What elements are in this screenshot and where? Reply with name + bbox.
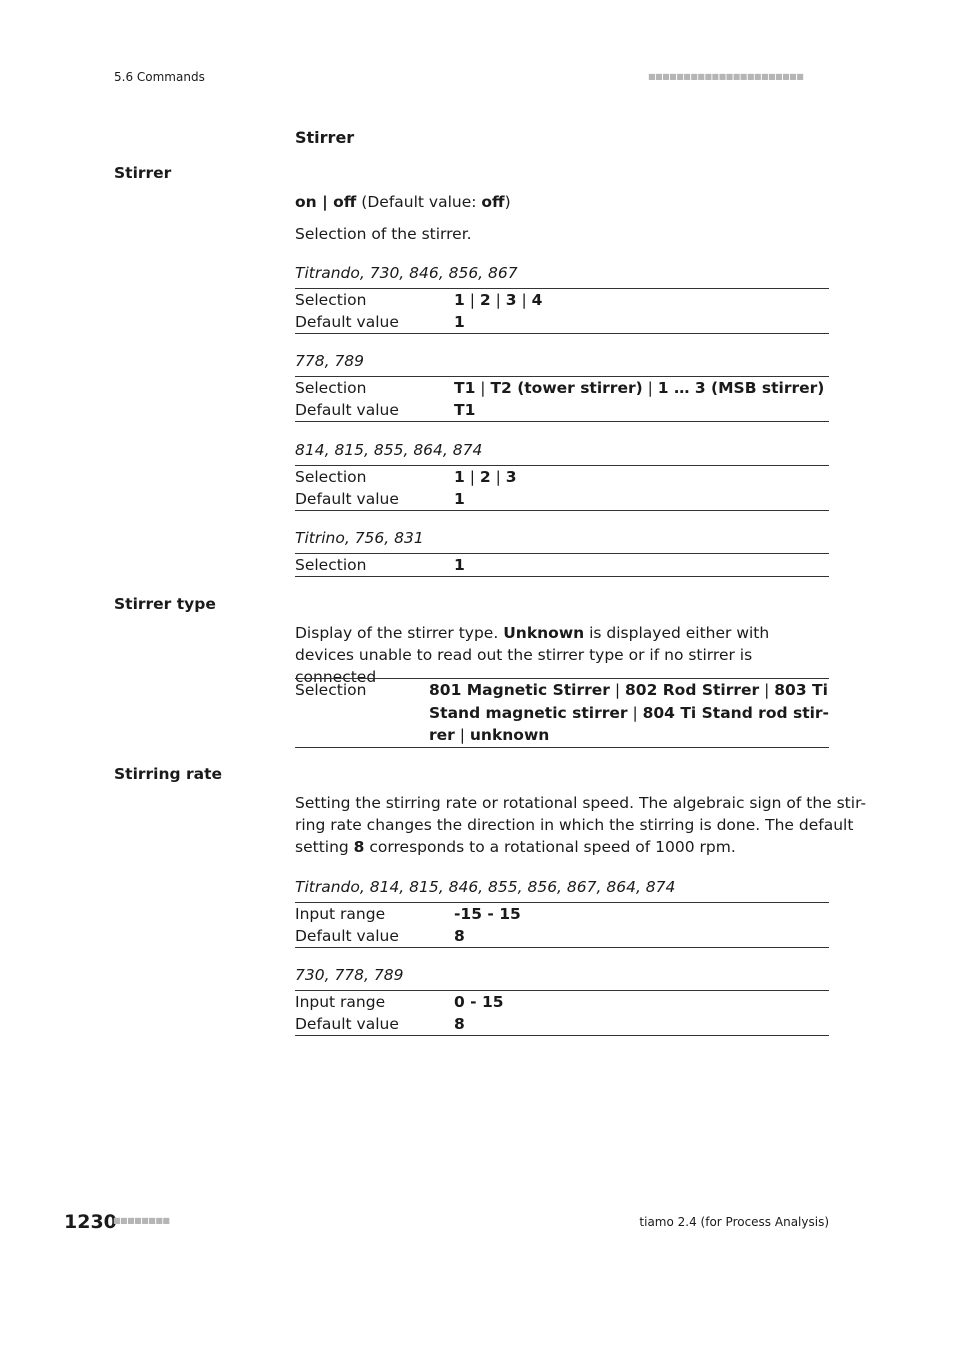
stirring-rate-description: Setting the stirring rate or rotational speed. The algebraic sign of the stir- ring rate changes the direction in which the stirring is done. The default setting 8 corresponds to a rotational speed of 1000 rpm. [295, 794, 867, 856]
row-value: 1 [454, 490, 465, 508]
device-group-label: 814, 815, 855, 864, 874 [295, 441, 483, 459]
stirrer-type-side-label: Stirrer type [114, 595, 216, 613]
default-suffix: ) [504, 193, 511, 211]
table-row [295, 289, 829, 312]
stirrer-side-label: Stirrer [114, 164, 172, 182]
row-key: Default value [295, 927, 399, 945]
running-header-section: 5.6 Commands [114, 70, 205, 84]
row-key: Selection [295, 291, 367, 309]
row-value: 8 [454, 927, 465, 945]
parameter-table [295, 288, 829, 334]
table-row [295, 554, 829, 577]
value-sep: | [316, 193, 334, 211]
row-key: Default value [295, 490, 399, 508]
row-value: 1 | 2 | 3 [454, 468, 517, 486]
default-value: off [481, 193, 505, 211]
table-row [295, 903, 829, 926]
table-row [295, 399, 829, 422]
value-on: on [295, 193, 317, 211]
stirrer-type-description: Display of the stirrer type. Unknown is displayed either with devices unable to read out the stirrer type or if no stirrer is connected [295, 624, 770, 686]
row-value: 0 - 15 [454, 993, 504, 1011]
parameter-table [295, 990, 829, 1036]
parameter-table [295, 553, 829, 577]
row-key: Selection [295, 556, 367, 574]
row-key: Default value [295, 313, 399, 331]
table-row [295, 377, 829, 400]
table-row [295, 991, 829, 1014]
row-value: 1 | 2 | 3 | 4 [454, 291, 543, 309]
header-decoration: ■■■■■■■■■■■■■■■■■■■■■■ [648, 72, 804, 81]
row-value: -15 - 15 [454, 905, 521, 923]
footer-decoration: ■■■■■■■■ [113, 1216, 170, 1225]
device-group-label: Titrando, 730, 846, 856, 867 [295, 264, 518, 282]
default-prefix: (Default value: [356, 193, 482, 211]
value-off: off [333, 193, 357, 211]
page-number: 1230 [64, 1211, 117, 1233]
row-value: T1 | T2 (tower stirrer) | 1 … 3 (MSB stirrer) [454, 379, 825, 397]
row-key: Input range [295, 993, 386, 1011]
stirring-rate-side-label: Stirring rate [114, 765, 223, 783]
stirrer-description: Selection of the stirrer. [295, 225, 472, 243]
row-value: 801 Magnetic Stirrer | 802 Rod Stirrer | 803 Ti Stand magnetic stirrer | 804 Ti Stand rod stir- rer | unknown [429, 681, 829, 744]
table-row [295, 679, 829, 748]
table-row [295, 466, 829, 489]
row-value: T1 [454, 401, 476, 419]
table-row [295, 488, 829, 511]
product-name: tiamo 2.4 (for Process Analysis) [639, 1215, 829, 1229]
parameter-table [295, 678, 829, 748]
table-row [295, 1013, 829, 1036]
device-group-label: Titrando, 814, 815, 846, 855, 856, 867, 864, 874 [295, 878, 676, 896]
parameter-table [295, 376, 829, 422]
row-key: Selection [295, 379, 367, 397]
row-key: Default value [295, 401, 399, 419]
row-value: 1 [454, 313, 465, 331]
parameter-table [295, 465, 829, 511]
parameter-table [295, 902, 829, 948]
row-key: Default value [295, 1015, 399, 1033]
row-key: Selection [295, 468, 367, 486]
device-group-label: 778, 789 [295, 352, 365, 370]
row-key: Input range [295, 905, 386, 923]
row-key: Selection [295, 681, 367, 699]
table-row [295, 925, 829, 948]
stirrer-values [295, 191, 829, 213]
page-title: Stirrer [295, 128, 355, 147]
row-value: 8 [454, 1015, 465, 1033]
device-group-label: 730, 778, 789 [295, 966, 404, 984]
device-group-label: Titrino, 756, 831 [295, 529, 424, 547]
row-value: 1 [454, 556, 465, 574]
table-row [295, 311, 829, 334]
